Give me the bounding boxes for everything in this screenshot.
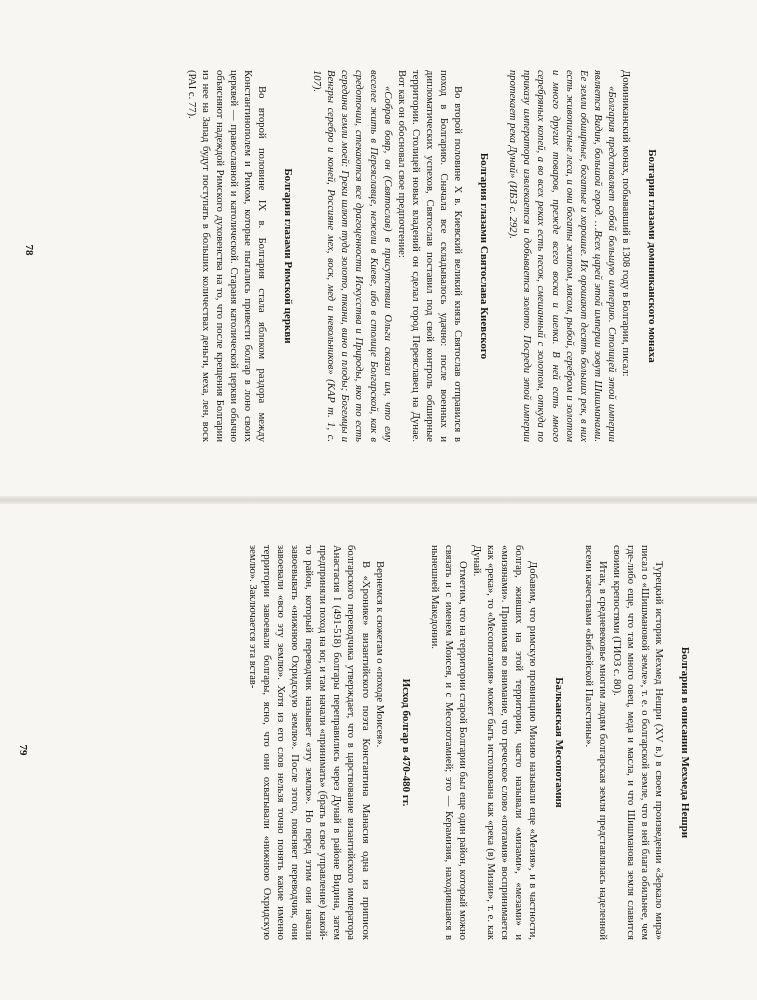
paragraph: Отметим, что на территории старой Болгарии был еще один район, который можно связать и с именем Моисея, и с Месопотамией; это — Керамизия, находившаяся в нынешней Македонии. [428, 545, 468, 940]
page-number: 79 [17, 744, 29, 756]
paragraph: Во второй половине IX в. Болгария стала яблоком раздора между Константинополем и Римом, которые пытались привести болгар в лоно своих церквей — православной и католической. Стараня католической церкви обычно объясняют надеждой Римского духовенства на то, что после крещения Болгарии из нее на Запад будут поступать в больших количествах деньги, меха, лен, воск (РАІ с. 77). [185, 70, 268, 442]
section-heading: Болгария в описании Мехмеда Нешри [679, 646, 691, 839]
page-number: 78 [23, 244, 35, 256]
paragraph: Добавим, что римскую провинцию Мизию называли еще «Мезия», и в частности, болгар, живших на этой территории, часто называли «мизами», «мезами» и «мизянами». Принимая во внимание, что греческое слово «потамия» воспринимается как «река», то «Месопотамия» может быть истолкована как «река (в) Мизии», т. е. как Дунай. [471, 545, 539, 940]
paragraph: Доминиканский монах, побывавший в 1308 году в Болгарии, писал: [620, 70, 631, 377]
left-page-text [184, 70, 659, 442]
paragraph: Итак, в средневековье многим людям болгарская земля представлялась наделенной всеми качествами «Библейской Палестины». [582, 545, 608, 940]
right-page-text [245, 545, 692, 940]
quote-paragraph: «Собрав бояр, он (Святослав) в присутствии Ольги сказал им, что ему веселее жить в Переяславце, нежели в Киеве, ибо в столице Болгарской, как в средоточии, стекаются все драгоценности Искусства и Природы, яко то есть середина земли моей: Греки шлют туда золото, ткани, вино и плоды; Богемцы и Венгры серебро и коней, Россияне мех, воск, мед и невольников» (КАР т. 1, с. 107). [311, 70, 393, 442]
section-heading: Болгария глазами Святослава Киевского [478, 152, 491, 360]
section-heading: Болгария глазами Римской церкви [282, 168, 295, 344]
section-heading: Балканская Месопотамия [553, 677, 566, 808]
right-page [0, 500, 757, 1000]
paragraph: Вернемся к сюжетам о «походе Моисея». [373, 561, 385, 748]
paragraph: Во второй половине Х в. Киевский великий князь Святослав отправился в поход в Болгарию. Сначала все складывалось удачно: после военных и дипломатических успехов, Святослав поставил под свой контроль обширные территории. Столицей новых владений он сделал город Переяславец на Дунае. Вот как он обосновал свое предпочтение: [395, 70, 464, 442]
quote-paragraph: «Болгария представляет собой большую империю. Столицей этой империи является Видин, большой город. …Всех царей этой империи зовут Шишманами. Ее земли обширные, богатые и хорошие. Их орошают десять больших рек, в них есть живописные леса, и они богаты житом, мясом, рыбой, серебром и золотом и много других товаров, прежде всего воска и шелка. В ней есть много серебряных копей, а во всех реках есть песок, смешанный с золотом, откуда по приказу императора извлекается и добывается золото. Посреди этой империи протекает река Дунай» (ИБЗ с. 292). [507, 70, 617, 442]
section-heading: Исход болгар в 470-480 гг. [399, 678, 412, 807]
paragraph: В «Хронике» византийского поэта Константина Манасия одна из приписок болгарского переводчика утверждает, что в царствование византийского императора Анастасия I (491-518) болгары переправились через Дунай в районе Видина, затем предприняли поход на юг, и там начали «принимать» (брать в свое управление) какой-то район, который переводчик называет «эту землю». Но перед этим они начали завоевывать «нижнюю Охридскую землю». После этого, поясняет переводчик, они завоевали «всю эту землю». Хотя из его слов нельзя точно понять какие именно территории завоевали болгары, ясно, что они охватывали «нижнюю Охридскую землю». Заключается эта встав- [246, 545, 371, 940]
section-heading: Болгария глазами доминиканского монаха [646, 149, 658, 363]
paragraph: Турецкий историк Мехмед Нешри (XV в.) в своем произведении «Зеркало мира» писал о «Шишмановой земле», т. е. о болгарской земле, что в ней блага обильнее, чем где-либо еще, что там много овец, меда и масла, и что Шишманова земля славится своими крепостями (ГИОЗ с. 80). [610, 545, 664, 940]
